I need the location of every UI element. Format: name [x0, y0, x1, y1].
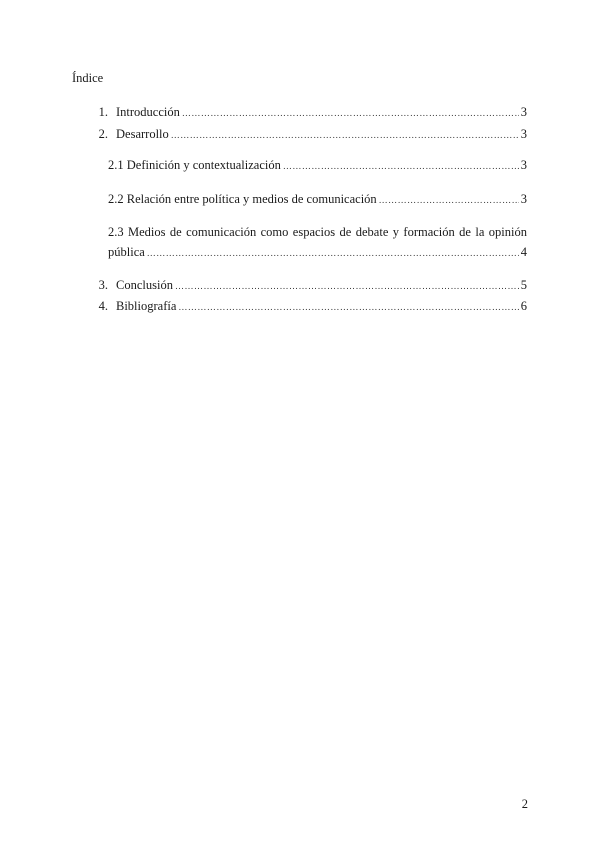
toc-word: debate: [355, 225, 389, 239]
toc-entry-label: Desarrollo: [116, 127, 169, 141]
toc-entry-page: 6: [520, 299, 527, 313]
toc-entry-page: 5: [520, 278, 527, 292]
toc-word: de: [169, 225, 182, 239]
toc-entry-page: 4: [520, 245, 527, 259]
toc-entry-number: 1.: [98, 105, 108, 119]
toc-entry-label: 2.2 Relación entre política y medios de comunicación: [108, 192, 377, 206]
toc-entry-2-3[interactable]: [108, 224, 527, 260]
toc-word: 2.3: [108, 225, 124, 239]
toc-entry-label: 2.1 Definición y contextualización: [108, 158, 281, 172]
toc-leader-dots: [178, 299, 518, 315]
toc-heading: Índice: [72, 71, 104, 85]
toc-entry-label: Conclusión: [116, 278, 173, 292]
toc-leader-dots: [147, 245, 519, 261]
toc-entry-page: 3: [520, 127, 527, 141]
toc-entry-desarrollo[interactable]: [72, 126, 527, 142]
toc-entry-label: Bibliografía: [116, 299, 177, 313]
toc-entry-label-line2: [108, 244, 527, 260]
toc-entry-label-line1: [108, 224, 527, 240]
toc-entry-number: 4.: [98, 299, 108, 313]
toc-entry-page: 3: [520, 192, 527, 206]
toc-word: espacios: [292, 225, 336, 239]
toc-word: formación: [403, 225, 455, 239]
toc-word: de: [459, 225, 471, 239]
toc-word: Medios: [128, 225, 166, 239]
toc-leader-dots: [379, 192, 519, 208]
toc-entry-bibliografia[interactable]: [72, 298, 527, 314]
toc-leader-dots: [175, 278, 519, 294]
toc-word: como: [260, 225, 289, 239]
toc-entry-label: pública: [108, 245, 145, 259]
toc-entry-page: 3: [520, 158, 527, 172]
toc-word: y: [392, 225, 400, 239]
toc-leader-dots: [182, 105, 519, 121]
toc-entry-number: 2.: [98, 127, 108, 141]
page-number: 2: [521, 797, 528, 811]
toc-leader-dots: [171, 127, 519, 143]
toc-entry-2-1[interactable]: [108, 157, 527, 173]
toc-entry-number: 3.: [98, 278, 108, 292]
toc-entry-label: Introducción: [116, 105, 180, 119]
toc-entry-2-2[interactable]: [108, 191, 527, 207]
toc-word: comunicación: [186, 225, 257, 239]
toc-word: la: [475, 225, 485, 239]
toc-leader-dots: [283, 158, 519, 174]
toc-word: de: [339, 225, 352, 239]
toc-word: opinión: [488, 225, 527, 239]
toc-entry-conclusion[interactable]: [72, 277, 527, 293]
toc-entry-introduccion[interactable]: [72, 104, 527, 120]
toc-entry-page: 3: [520, 105, 527, 119]
